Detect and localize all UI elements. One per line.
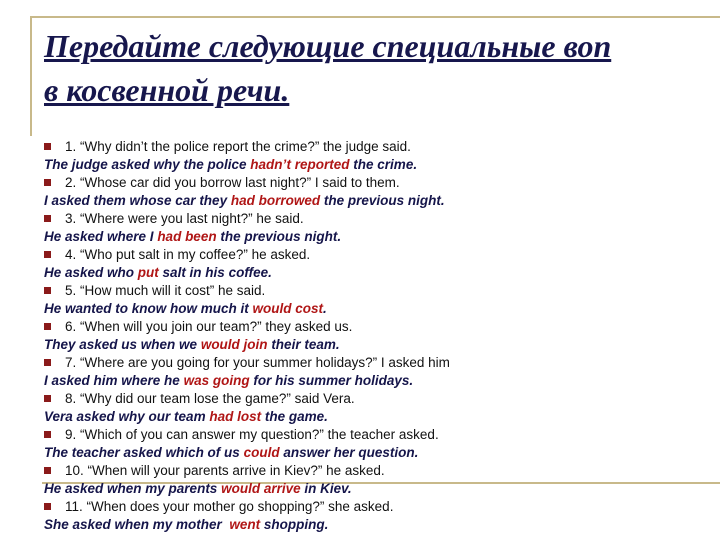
- square-bullet-icon: [44, 467, 51, 474]
- question-text: 11. “When does your mother go shopping?” she asked.: [65, 499, 394, 514]
- answer-line: [44, 156, 720, 174]
- question-text: 9. “Which of you can answer my question?” the teacher asked.: [65, 427, 439, 442]
- question-line: [44, 282, 720, 300]
- answer-text: He wanted to know how much it: [44, 301, 253, 316]
- square-bullet-icon: [44, 395, 51, 402]
- answer-line: [44, 264, 720, 282]
- question-line: [44, 462, 720, 480]
- square-bullet-icon: [44, 323, 51, 330]
- square-bullet-icon: [44, 503, 51, 510]
- answer-text: The judge asked why the police: [44, 157, 251, 172]
- answer-text: I asked them whose car they: [44, 193, 231, 208]
- answer-text-end: their team.: [267, 337, 340, 352]
- answer-line: [44, 516, 720, 534]
- square-bullet-icon: [44, 287, 51, 294]
- question-line: [44, 210, 720, 228]
- title-line-2-text: в косвенной речи.: [44, 72, 290, 108]
- answer-highlight: went: [229, 517, 261, 532]
- answer-text: They asked us when we: [44, 337, 201, 352]
- question-line: [44, 246, 720, 264]
- answer-text-end: the previous night.: [320, 193, 445, 208]
- answer-text-end: shopping.: [260, 517, 329, 532]
- answer-text: He asked where I: [44, 229, 158, 244]
- question-text: 5. “How much will it cost” he said.: [65, 283, 266, 298]
- exercise-list: [44, 138, 720, 534]
- answer-highlight: was going: [183, 373, 250, 388]
- question-text: 4. “Who put salt in my coffee?” he asked.: [65, 247, 311, 262]
- question-text: 1. “Why didn’t the police report the crime?” the judge said.: [65, 139, 411, 154]
- answer-text-end: answer her question.: [279, 445, 419, 460]
- answer-line: [44, 300, 720, 318]
- answer-line: [44, 192, 720, 210]
- answer-highlight: put: [137, 265, 159, 280]
- answer-highlight: would arrive: [221, 481, 301, 496]
- answer-line: [44, 372, 720, 390]
- answer-text-end: the game.: [261, 409, 328, 424]
- question-text: 3. “Where were you last night?” he said.: [65, 211, 304, 226]
- title-line-1-text: Передайте следующие специальные воп: [44, 28, 612, 64]
- answer-line: [44, 336, 720, 354]
- square-bullet-icon: [44, 251, 51, 258]
- answer-text-end: the previous night.: [216, 229, 342, 244]
- question-text: 6. “When will you join our team?” they asked us.: [65, 319, 353, 334]
- answer-highlight: would join: [200, 337, 268, 352]
- slide-title: [44, 24, 720, 112]
- answer-highlight: had been: [157, 229, 217, 244]
- square-bullet-icon: [44, 359, 51, 366]
- top-divider: [30, 16, 720, 18]
- answer-highlight: would cost: [252, 301, 324, 316]
- question-text: 8. “Why did our team lose the game?” said Vera.: [65, 391, 355, 406]
- answer-highlight: had borrowed: [230, 193, 321, 208]
- answer-text: The teacher asked which of us: [44, 445, 244, 460]
- answer-text-end: for his summer holidays.: [249, 373, 414, 388]
- answer-text-end: salt in his coffee.: [158, 265, 272, 280]
- title-line-1: [44, 24, 720, 68]
- square-bullet-icon: [44, 179, 51, 186]
- answer-line: [44, 480, 720, 498]
- square-bullet-icon: [44, 215, 51, 222]
- title-line-2: [44, 68, 720, 112]
- question-text: 10. “When will your parents arrive in Kiev?” he asked.: [65, 463, 385, 478]
- question-text: 7. “Where are you going for your summer holidays?” I asked him: [65, 355, 450, 370]
- square-bullet-icon: [44, 431, 51, 438]
- answer-text-end: the crime.: [349, 157, 418, 172]
- question-line: [44, 426, 720, 444]
- question-line: [44, 354, 720, 372]
- question-line: [44, 390, 720, 408]
- answer-text: Vera asked why our team: [44, 409, 210, 424]
- square-bullet-icon: [44, 143, 51, 150]
- answer-highlight: could: [243, 445, 280, 460]
- question-line: [44, 174, 720, 192]
- answer-line: [44, 228, 720, 246]
- question-text: 2. “Whose car did you borrow last night?” I said to them.: [65, 175, 400, 190]
- answer-line: [44, 408, 720, 426]
- left-divider: [30, 16, 32, 136]
- answer-text: He asked when my parents: [44, 481, 222, 496]
- question-line: [44, 498, 720, 516]
- answer-line: [44, 444, 720, 462]
- question-line: [44, 318, 720, 336]
- answer-highlight: hadn’t reported: [250, 157, 350, 172]
- answer-text: He asked who: [44, 265, 138, 280]
- question-line: [44, 138, 720, 156]
- answer-text-end: .: [323, 301, 327, 316]
- answer-highlight: had lost: [209, 409, 262, 424]
- answer-text: I asked him where he: [44, 373, 184, 388]
- answer-text: She asked when my mother: [44, 517, 230, 532]
- answer-text-end: in Kiev.: [300, 481, 352, 496]
